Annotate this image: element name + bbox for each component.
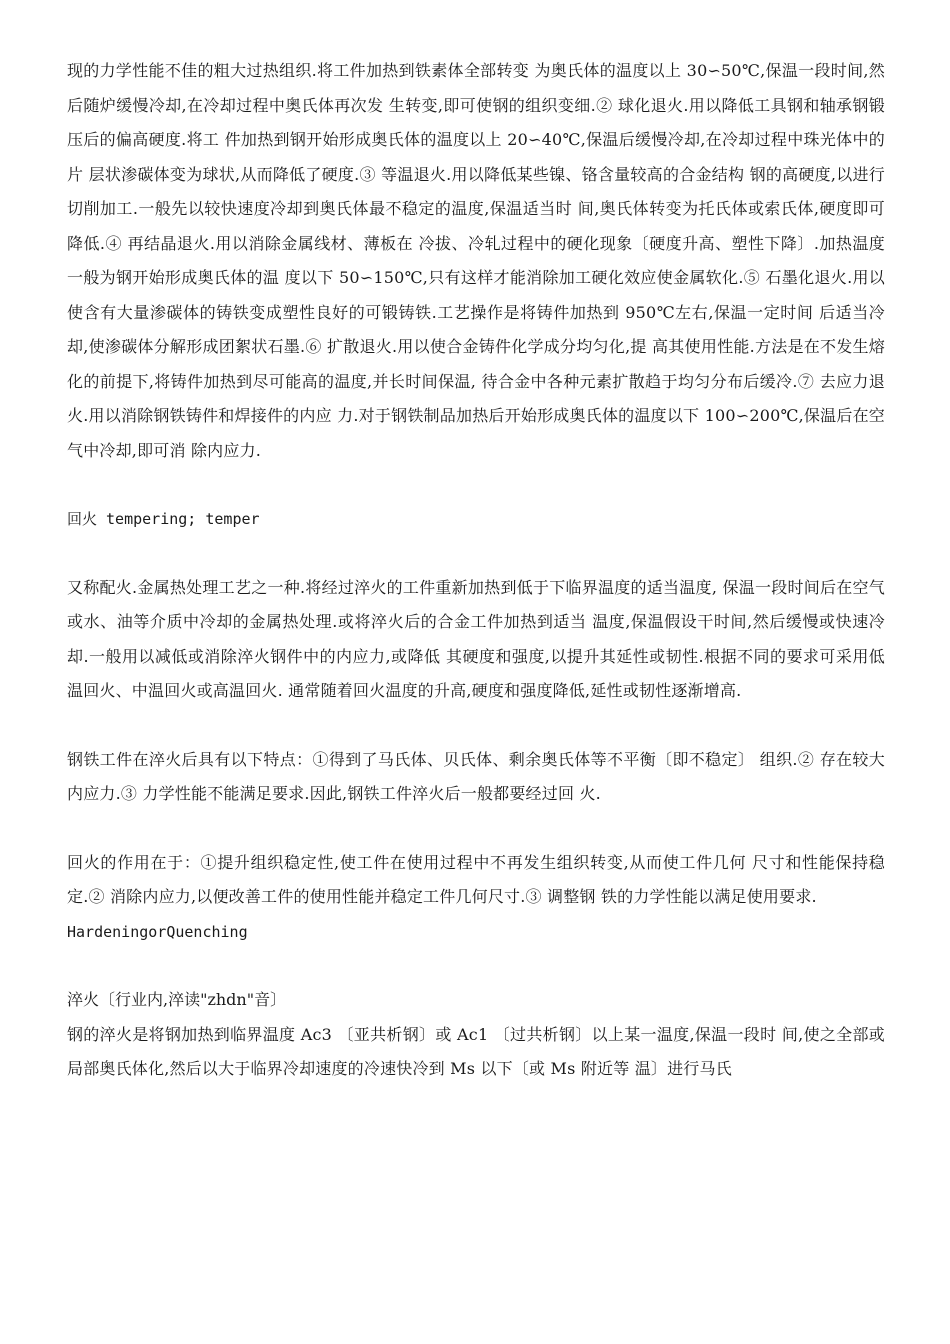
document-page: [67, 54, 885, 1087]
spacer: [67, 709, 885, 743]
spacer: [67, 537, 885, 571]
tempering-definition-paragraph: 又称配火.金属热处理工艺之一种.将经过淬火的工件重新加热到低于下临界温度的适当温度, 保温一段时间后在空气或水、油等介质中冷却的金属热处理.或将淬火后的合金工件加热到适当 温度,保温假设干时间,然后缓慢或快速冷却.一般用以减低或消除淬火钢件中的内应力,或降低 其硬度和强度,以提升其延性或韧性.根据不同的要求可采用低温回火、中温回火或高温回火. 通常随着回火温度的升高,硬度和强度降低,延性或韧性逐渐增高.: [67, 577, 885, 700]
spacer: [67, 468, 885, 502]
quenching-paragraph: 钢的淬火是将钢加热到临界温度 Ac3 〔亚共析钢〕或 Ac1 〔过共析钢〕以上某一温度,保温一段时 间,使之全部或局部奥氏体化,然后以大于临界冷却速度的冷速快冷到 Ms 以下〔或 Ms 附近等 温〕进行马氏: [67, 1024, 885, 1078]
quenching-heading: 淬火〔行业内,淬读"zhdn"音〕: [67, 990, 287, 1009]
tempering-purpose-paragraph: 回火的作用在于：①提升组织稳定性,使工件在使用过程中不再发生组织转变,从而使工件几何 尺寸和性能保持稳定.② 消除内应力,以便改善工件的使用性能并稳定工件几何尺寸.③ 调整钢 铁的力学性能以满足使用要求.: [67, 852, 885, 906]
annealing-paragraph: 现的力学性能不佳的粗大过热组织.将工件加热到铁素体全部转变 为奥氏体的温度以上 30∽50℃,保温一段时间,然后随炉缓慢冷却,在冷却过程中奥氏体再次发 生转变,即可使钢的组织变细.② 球化退火.用以降低工具钢和轴承钢锻压后的偏高硬度.将工 件加热到钢开始形成奥氏体的温度以上 20∽40℃,保温后缓慢冷却,在冷却过程中珠光体中的片 层状渗碳体变为球状,从而降低了硬度.③ 等温退火.用以降低某些镍、铬含量较高的合金结构 钢的高硬度,以进行切削加工.一般先以较快速度冷却到奥氏体最不稳定的温度,保温适当时 间,奥氏体转变为托氏体或索氏体,硬度即可降低.④ 再结晶退火.用以消除金属线材、薄板在 冷拔、冷轧过程中的硬化现象〔硬度升高、塑性下降〕.加热温度一般为钢开始形成奥氏体的温 度以下 50∽150℃,只有这样才能消除加工硬化效应使金属软化.⑤ 石墨化退火.用以使含有大量渗碳体的铸铁变成塑性良好的可锻铸铁.工艺操作是将铸件加热到 950℃左右,保温一定时间 后适当冷却,使渗碳体分解形成团絮状石墨.⑥ 扩散退火.用以使合金铸件化学成分均匀化,提 高其使用性能.方法是在不发生熔化的前提下,将铸件加热到尽可能高的温度,并长时间保温, 待合金中各种元素扩散趋于均匀分布后缓冷.⑦ 去应力退火.用以消除钢铁铸件和焊接件的内应 力.对于钢铁制品加热后开始形成奥氏体的温度以下 100∽200℃,保温后在空气中冷却,即可消 除内应力.: [67, 61, 885, 460]
spacer: [67, 812, 885, 846]
tempering-heading: 回火 tempering; temper: [67, 510, 260, 528]
quenched-features-paragraph: 钢铁工件在淬火后具有以下特点：①得到了马氏体、贝氏体、剩余奥氏体等不平衡〔即不稳定〕 组织.② 存在较大内应力.③ 力学性能不能满足要求.因此,钢铁工件淬火后一般都要经过回 火.: [67, 749, 885, 803]
hardening-heading: HardeningorQuenching: [67, 922, 248, 941]
spacer: [67, 949, 885, 983]
